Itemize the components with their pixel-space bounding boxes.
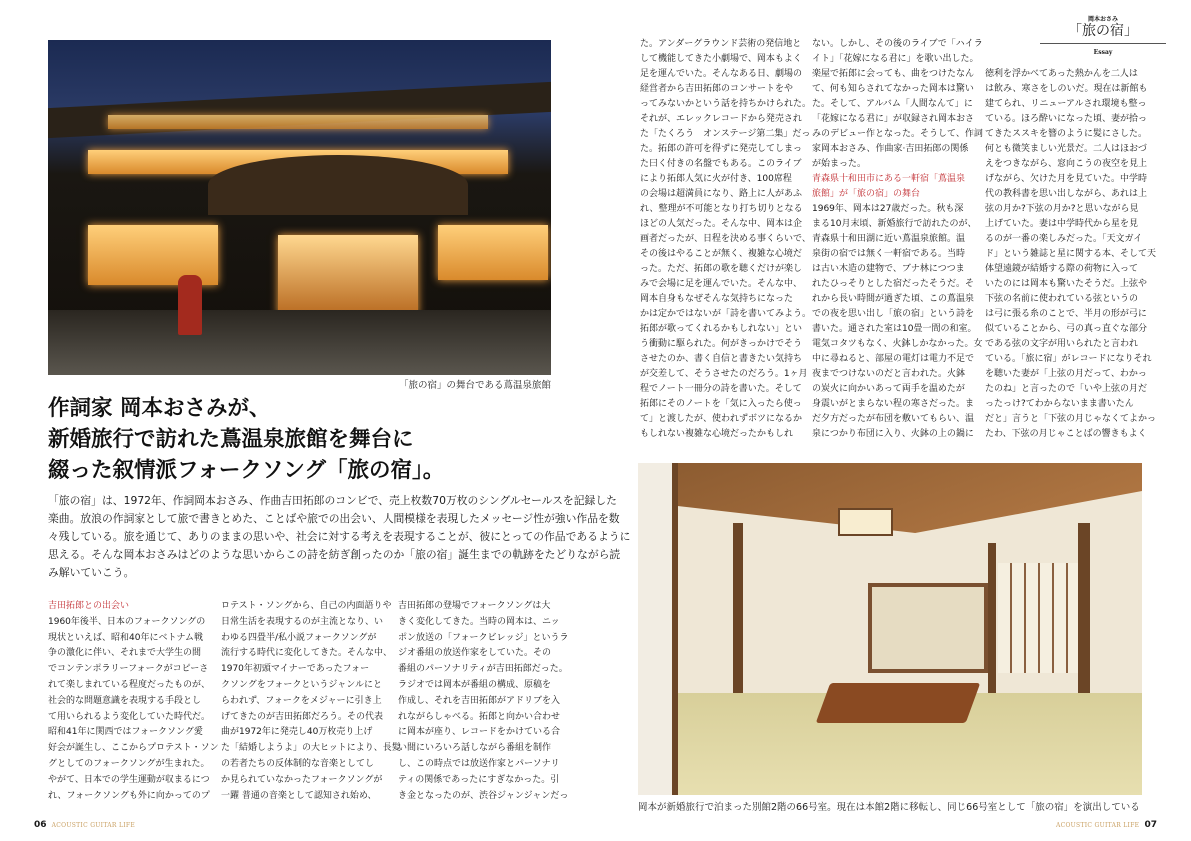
text-line: して機能してきた小劇場で、岡本もよく — [640, 54, 802, 64]
text-line: み解いていこう。 — [48, 566, 135, 579]
text-line: 日常生活を表現するのが主流となり、い — [221, 616, 384, 627]
text-line: か見られていなかったフォークソングが — [221, 774, 383, 785]
text-line: 下弦の名前に使われている弦というの — [985, 294, 1139, 304]
text-line: 足を運んでいた。そんなある日、劇場の — [640, 69, 803, 79]
magazine-brand: ACOUSTIC GUITAR LIFE — [51, 822, 136, 829]
column-text — [812, 202, 983, 442]
text-line: 身震いがとまらない程の寒さだった。ま — [812, 399, 975, 409]
text-line: もしれない複雑な心境だったかもしれ — [640, 429, 794, 439]
text-line: 青森県十和田湖に近い蔦温泉旅館。温 — [812, 234, 966, 244]
text-line: 々残している。旅を通じて、ありのままの思いや、社会に対する考えを表現することが、彼にとっての作品であるように — [48, 530, 631, 543]
text-line: ティの関係であったにすぎなかった。引 — [398, 774, 560, 785]
text-line: 青森県十和田市にある一軒宿「蔦温泉 — [812, 174, 966, 184]
body-column-5 — [812, 37, 983, 442]
text-line: わゆる四畳半/私小説フォークソングが — [221, 632, 377, 643]
text-line: 吉田拓郎の登場でフォークソングは大 — [398, 601, 551, 611]
inn-exterior-photo — [48, 40, 551, 375]
text-line: 番組のパーソナリティが吉田拓郎だった。 — [398, 664, 568, 675]
text-line: 画者だったが、日程を決める事くらいで、 — [640, 234, 811, 244]
text-line: 1969年、岡本は27歳だった。秋も深 — [812, 204, 964, 214]
text-line: は飲み、寒さをしのいだ。現在は新館も — [985, 84, 1148, 94]
text-line: 旅館」が「旅の宿」の舞台 — [812, 189, 921, 199]
text-line: かは定かではないが「詩を書いてみよう。 — [640, 309, 812, 319]
text-line: ジオ番組の放送作家をしていた。その — [398, 648, 552, 659]
text-line: での夜を思い出し「旅の宿」という詩を — [812, 309, 975, 319]
text-line: 「花嫁になる君に」が収録され岡本おさ — [812, 114, 975, 124]
text-line: 泉につかり布団に入り、火鉢の上の鍋に — [812, 429, 974, 439]
text-line: た曰く付きの名盤でもある。このライブ — [640, 159, 802, 169]
text-line: ている。ほろ酔いになった頃、妻が拾っ — [985, 114, 1148, 124]
text-line: ロテスト・ソングから、自己の内面語りや — [221, 601, 392, 611]
text-line: き金となったのが、渋谷ジャンジャンだっ — [398, 790, 569, 801]
text-line: きく変化してきた。当時の岡本は、ニッ — [398, 616, 560, 627]
body-column-6 — [985, 67, 1157, 442]
text-line: イト」「花嫁になる君に」を歌い出した。 — [812, 54, 979, 64]
header-author: 岡本おさみ — [1087, 16, 1118, 23]
text-line: みで会場に足を運んでいた。そんな中、 — [640, 279, 803, 289]
text-line: えをつきながら、窓向こうの夜空を見上 — [985, 159, 1148, 169]
text-line: 拓郎にそのノートを「気に入ったら使っ — [640, 399, 802, 409]
left-footer — [34, 812, 135, 831]
text-line: れ、整理が不可能となり打ち切りとなる — [640, 204, 803, 214]
section-heading — [812, 172, 974, 202]
text-line: ド」という雑誌と星に関する本、そして天 — [985, 249, 1157, 259]
text-line: 作成し、それを吉田拓郎がアドリブを入 — [398, 695, 561, 706]
headline-line: 作詞家 岡本おさみが、 — [48, 396, 271, 421]
text-line: は古い木造の建物で、ブナ林につつま — [812, 264, 965, 274]
text-line: 社会的な問題意識を表現する手段とし — [48, 695, 202, 706]
text-line: に岡本が座り、レコードをかけている合 — [398, 727, 561, 738]
body-column-4 — [640, 37, 812, 442]
headline-line: 綴った叙情派フォークソング「旅の宿」。 — [48, 458, 445, 483]
text-line: 流行する時代に変化してきた。そんな中、 — [221, 648, 393, 659]
text-line: だと」言うと「下弦の月じゃなくてよかっ — [985, 414, 1157, 424]
photo2-caption: 岡本が新婚旅行で泊まった別館2階の66号室。現在は本館2階に移転し、同じ66号室として「旅の宿」を演出している — [638, 802, 1140, 813]
text-line: 中に尋ねると、部屋の電灯は電力不足で — [812, 354, 975, 364]
lead-paragraph — [48, 492, 631, 582]
text-line: まる10月末頃、新婚旅行で訪れたのが、 — [812, 219, 977, 229]
text-line: 建てられ、リニューアルされ環境も整っ — [985, 99, 1147, 109]
right-footer — [1056, 812, 1157, 831]
photo1-caption: 「旅の宿」の舞台である蔦温泉旅館 — [398, 380, 551, 391]
text-line: でコンテンポラリーフォークがコピーさ — [48, 664, 209, 675]
text-line: を聴いた妻が「上弦の月だって、わかっ — [985, 369, 1147, 379]
text-line: が始まった。 — [812, 159, 867, 169]
section-heading: 吉田拓郎との出会い — [48, 601, 130, 611]
text-line: 体望遠鏡が結婚する際の荷物に入って — [985, 264, 1139, 274]
text-line: みのデビュー作となった。そうして、作詞 — [812, 129, 983, 139]
text-line: い間にいろいろ話しながら番組を制作 — [398, 743, 552, 754]
text-line: やがて、日本での学生運動が収まるにつ — [48, 774, 210, 785]
text-line: たわ、下弦の月じゃことばの響きもよく — [985, 429, 1147, 439]
body-column-3 — [398, 599, 569, 804]
text-line: 現状といえば、昭和40年にベトナム戦 — [48, 632, 204, 643]
text-line: れから長い時間が過ぎた頃、この蔦温泉 — [812, 294, 975, 304]
text-line: の会場は超満員になり、路上に人があふ — [640, 189, 803, 199]
text-line: た。アンダーグラウンド芸術の発信地と — [640, 39, 802, 49]
header-title: 「旅の宿」 — [1068, 23, 1138, 39]
text-line: う衝動に駆られた。何がきっかけでそう — [640, 339, 803, 349]
text-line: ポン放送の「フォークビレッジ」というラ — [398, 632, 569, 643]
text-line: は弓に張る糸のことで、半月の形が弓に — [985, 309, 1147, 319]
text-line: 夜までつけないのだと言われた。火鉢 — [812, 369, 966, 379]
text-line: その後はやることが無く、複雑な心境だ — [640, 249, 802, 259]
page-number: 07 — [1144, 820, 1157, 830]
column-text — [48, 615, 219, 805]
text-line: だ夕方だったが布団を敷いてもらい、温 — [812, 414, 975, 424]
text-line: ない。しかし、その後のライブで「ハイラ — [812, 39, 983, 49]
magazine-brand: ACOUSTIC GUITAR LIFE — [1055, 822, 1140, 829]
text-line: ラジオでは岡本が番組の構成、原稿を — [398, 679, 552, 690]
text-line: クソングをフォークというジャンルにと — [221, 679, 382, 690]
header-rule — [1040, 39, 1166, 56]
text-line: 経営者から吉田拓郎のコンサートをや — [640, 84, 794, 94]
text-line: 電気コタツもなく、火鉢しかなかった。女 — [812, 339, 983, 349]
text-line: 楽屋で拓郎に会っても、曲をつけたなん — [812, 69, 975, 79]
text-line: ってみないかという話を持ちかけられた。 — [640, 99, 812, 109]
column-text — [812, 37, 983, 172]
text-line: により拓郎人気に火が付き、100席程 — [640, 174, 792, 184]
text-line: 争の激化に伴い、それまで大学生の間 — [48, 648, 202, 659]
text-line: て、何も知らされてなかった岡本は驚い — [812, 84, 974, 94]
text-line: れたひっそりとした宿だったそうだ。そ — [812, 279, 975, 289]
text-line: 「旅の宿」は、1972年、作詞岡本おさみ、作曲吉田拓郎のコンビで、売上枚数70万枚のシングルセールスを記録した — [48, 494, 617, 507]
text-line: ている。「旅に宿」がレコードになりそれ — [985, 354, 1152, 364]
text-line: れて楽しまれている程度だったものが、 — [48, 679, 211, 690]
text-line: 書いた。通された室は10畳一間の和室。 — [812, 324, 977, 334]
body-column-2 — [221, 599, 401, 804]
text-line: ったっけ?てわからないまま書いたん — [985, 399, 1134, 409]
text-line: 何とも微笑ましい光景だ。二人はほおづ — [985, 144, 1147, 154]
text-line: るのが一番の楽しみだった。「天文ガイ — [985, 234, 1143, 244]
text-line: れながらしゃべる。拓郎と向かい合わせ — [398, 711, 561, 722]
text-line: てきたススキを簪のように髪にさした。 — [985, 129, 1148, 139]
text-line: らわれず、フォークをメジャーに引き上 — [221, 695, 382, 706]
body-column-1 — [48, 599, 219, 804]
text-line: 似ていることから、弓の真っ直ぐな部分 — [985, 324, 1148, 334]
headline — [48, 393, 444, 486]
text-line: それが、エレックレコードから発売され — [640, 114, 802, 124]
page-number: 06 — [34, 820, 47, 830]
text-line: 好会が誕生し、ここからプロテスト・ソン — [48, 743, 219, 754]
text-line: た「結婚しようよ」の大ヒットにより、長髪 — [221, 743, 401, 754]
text-line: 岡本自身もなぜそんな気持ちになった — [640, 294, 794, 304]
text-line: の若者たちの反体制的な音楽としてし — [221, 758, 375, 769]
text-line: て」と渡したが、使われずボツになるか — [640, 414, 803, 424]
text-line: 弦の月か?下弦の月か?と思いながら見 — [985, 204, 1139, 214]
text-line: げてきたのが吉田拓郎だろう。その代表 — [221, 711, 384, 722]
text-line: の炭火に向かいあって両手を温めたが — [812, 384, 965, 394]
text-line: 徳利を浮かべてあった熱かんを二人は — [985, 69, 1138, 79]
text-line: 程でノート一冊分の詩を書いた。そして — [640, 384, 802, 394]
text-line: げながら、欠けた月を見ていた。中学時 — [985, 174, 1148, 184]
text-line: 代の教科書を思い出しながら、あれは上 — [985, 189, 1148, 199]
text-line: た。拓郎の許可を得ずに発売してしまっ — [640, 144, 803, 154]
text-line: 曲が1972年に発売し40万枚売り上げ — [221, 727, 373, 738]
headline-line: 新婚旅行で訪れた蔦温泉旅館を舞台に — [48, 427, 414, 452]
text-line: 一躍 普通の音楽として認知され始め、 — [221, 790, 377, 801]
text-line: て用いられるよう変化していた時代だ。 — [48, 711, 211, 722]
text-line: 1970年初頭マイナーであったフォー — [221, 664, 370, 675]
text-line: いたのには岡本も驚いたそうだ。上弦や — [985, 279, 1148, 289]
text-line: った。ただ、拓郎の歌を聴くだけが楽し — [640, 264, 803, 274]
text-line: 楽曲。放浪の作詞家として旅で書きとめた、ことばや旅での出会い、人間模様を表現したメッセージ性が強い作品を数 — [48, 512, 620, 525]
header-subtitle: Essay — [1091, 49, 1116, 56]
text-line: た。そして、アルバム「人間なんて」に — [812, 99, 973, 109]
text-line: グとしてのフォークソングが生まれた。 — [48, 758, 210, 769]
text-line: 上げていた。妻は中学時代から星を見 — [985, 219, 1139, 229]
text-line: 拓郎が歌ってくれるかもしれない」とい — [640, 324, 803, 334]
text-line: させたのか、書く自信と書きたい気持ち — [640, 354, 803, 364]
text-line: た「たくろう オンステージ第二集」だっ — [640, 129, 811, 139]
guest-room-photo — [638, 463, 1142, 795]
text-line: れ、フォークソングも外に向かってのプ — [48, 790, 210, 801]
text-line: 泉街の宿では無く一軒宿である。当時 — [812, 249, 966, 259]
text-line: 家岡本おさみ、作曲家·吉田拓郎の関係 — [812, 144, 969, 154]
text-line: 思える。そんな岡本おさみはどのような思いからこの詩を紡ぎ創ったのか「旅の宿」誕生までの軌跡をたどりながら読 — [48, 548, 621, 561]
text-line: である弦の文字が用いられたと言われ — [985, 339, 1139, 349]
essay-header — [1040, 14, 1166, 56]
text-line: ほどの人気だった。そんな中、岡本は企 — [640, 219, 803, 229]
text-line: たのね」と言ったので「いや上弦の月だ — [985, 384, 1148, 394]
text-line: 昭和41年に関西ではフォークソング愛 — [48, 727, 203, 738]
text-line: が交差して、そうさせたのだろう。1ヶ月 — [640, 369, 808, 379]
text-line: 1960年後半、日本のフォークソングの — [48, 616, 206, 627]
text-line: し、この時点では放送作家とパーソナリ — [398, 758, 560, 769]
